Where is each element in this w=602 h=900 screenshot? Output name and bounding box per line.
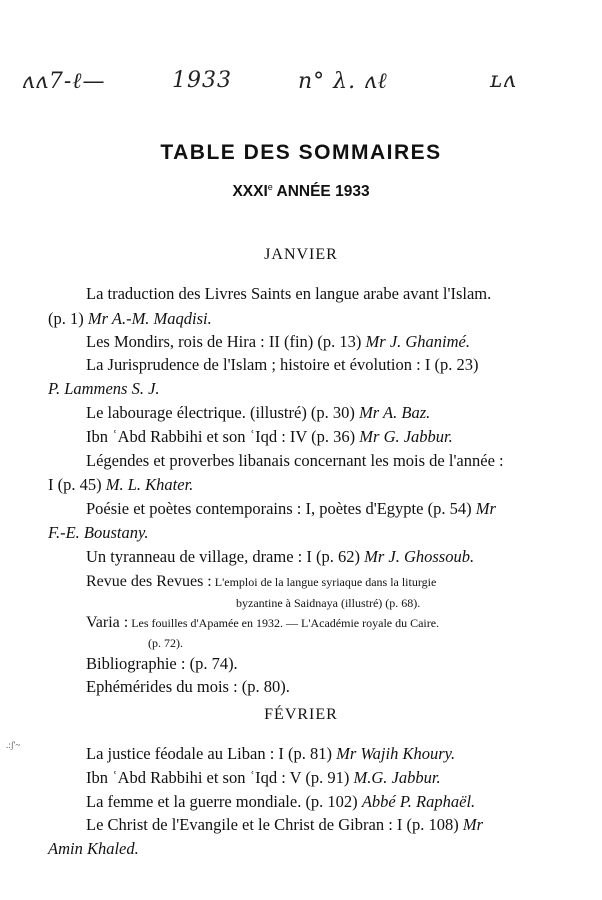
entry-title: Ibn ʿAbd Rabbihi et son ʿIqd : IV (p. 36) (86, 427, 356, 446)
author-prefix: Mr (475, 499, 496, 518)
handwritten-issue: n° λ. ʌℓ (298, 69, 388, 94)
varia-line1 (86, 614, 439, 632)
page-title: TABLE DES SOMMAIRES (160, 141, 442, 164)
entry-fevrier-2 (86, 768, 441, 788)
author: Mr J. Ghanimé. (365, 332, 471, 351)
entry-janvier-1-title: La traduction des Livres Saints en langue arabe avant l'Islam. (86, 284, 492, 303)
revue-des-revues-line1 (86, 573, 436, 591)
handwritten-year: 1933 (172, 68, 232, 93)
entry-title: Les Mondirs, rois de Hira : II (fin) (p. 13) (86, 332, 362, 351)
ephemerides-line: Ephémérides du mois : (p. 80). (86, 677, 290, 696)
entry-fevrier-1 (86, 744, 455, 764)
entry-janvier-5 (86, 427, 453, 447)
month-heading-janvier: JANVIER (264, 246, 338, 263)
entry-janvier-2 (86, 332, 470, 352)
handwritten-reference: ʌʌ7-ℓ— (22, 69, 106, 94)
entry-janvier-6-title: Légendes et proverbes libanais concernant les mois de l'année : (86, 451, 504, 470)
author: Mr J. Ghossoub. (364, 547, 475, 566)
author: M. L. Khater. (105, 475, 194, 494)
entry-title: La femme et la guerre mondiale. (p. 102) (86, 792, 358, 811)
author: Mr G. Jabbur. (359, 427, 453, 446)
entry-janvier-7-title (86, 499, 496, 519)
entry-janvier-3-title: La Jurisprudence de l'Islam ; histoire et évolution : I (p. 23) (86, 355, 479, 374)
bibliographie-line: Bibliographie : (p. 74). (86, 654, 238, 673)
volume-line (0, 182, 602, 201)
volume-suffix: e (267, 182, 273, 192)
varia-line2: (p. 72). (148, 636, 183, 650)
entry-janvier-8 (86, 547, 474, 567)
entry-fevrier-4-author: Amin Khaled. (48, 839, 139, 858)
entry-janvier-3-author: P. Lammens S. J. (48, 379, 160, 398)
varia-text: Les fouilles d'Apamée en 1932. — L'Académie royale du Caire. (131, 616, 440, 630)
entry-fevrier-4-title (86, 815, 483, 835)
section-label: Revue des Revues : (86, 573, 212, 590)
author: M.G. Jabbur. (353, 768, 441, 787)
entry-janvier-1-meta (48, 309, 212, 329)
revue-text: L'emploi de la langue syriaque dans la liturgie (214, 575, 437, 589)
page-ref: I (p. 45) (48, 475, 102, 494)
section-label: Varia : (86, 614, 129, 631)
month-heading-fevrier: FÉVRIER (264, 706, 338, 723)
entry-janvier-6-meta (48, 475, 193, 495)
revue-des-revues-line2: byzantine à Saidnaya (illustré) (p. 68). (236, 596, 421, 610)
entry-janvier-4 (86, 403, 430, 423)
entry-janvier-7-author: F.-E. Boustany. (48, 523, 149, 542)
volume-number: XXXI (232, 183, 268, 201)
handwritten-code: ʟʌ (490, 68, 517, 93)
author: Mr Wajih Khoury. (336, 744, 456, 763)
entry-title: La justice féodale au Liban : I (p. 81) (86, 744, 333, 763)
author: Mr A.-M. Maqdisi. (87, 309, 212, 328)
entry-title: Un tyranneau de village, drame : I (p. 62) (86, 547, 360, 566)
entry-fevrier-3 (86, 792, 475, 812)
entry-title: Poésie et poètes contemporains : I, poètes d'Egypte (p. 54) (86, 499, 472, 518)
margin-mark: .:ʃ'~ (6, 740, 21, 750)
entry-title: Le labourage électrique. (illustré) (p. 30) (86, 403, 355, 422)
author-prefix: Mr (462, 815, 484, 834)
year-label: ANNÉE 1933 (276, 183, 370, 201)
author: Mr A. Baz. (359, 403, 431, 422)
entry-title: Ibn ʿAbd Rabbihi et son ʿIqd : V (p. 91) (86, 768, 350, 787)
author: Abbé P. Raphaël. (361, 792, 476, 811)
entry-title: Le Christ de l'Evangile et le Christ de Gibran : I (p. 108) (86, 815, 459, 834)
page-ref: (p. 1) (48, 309, 84, 328)
